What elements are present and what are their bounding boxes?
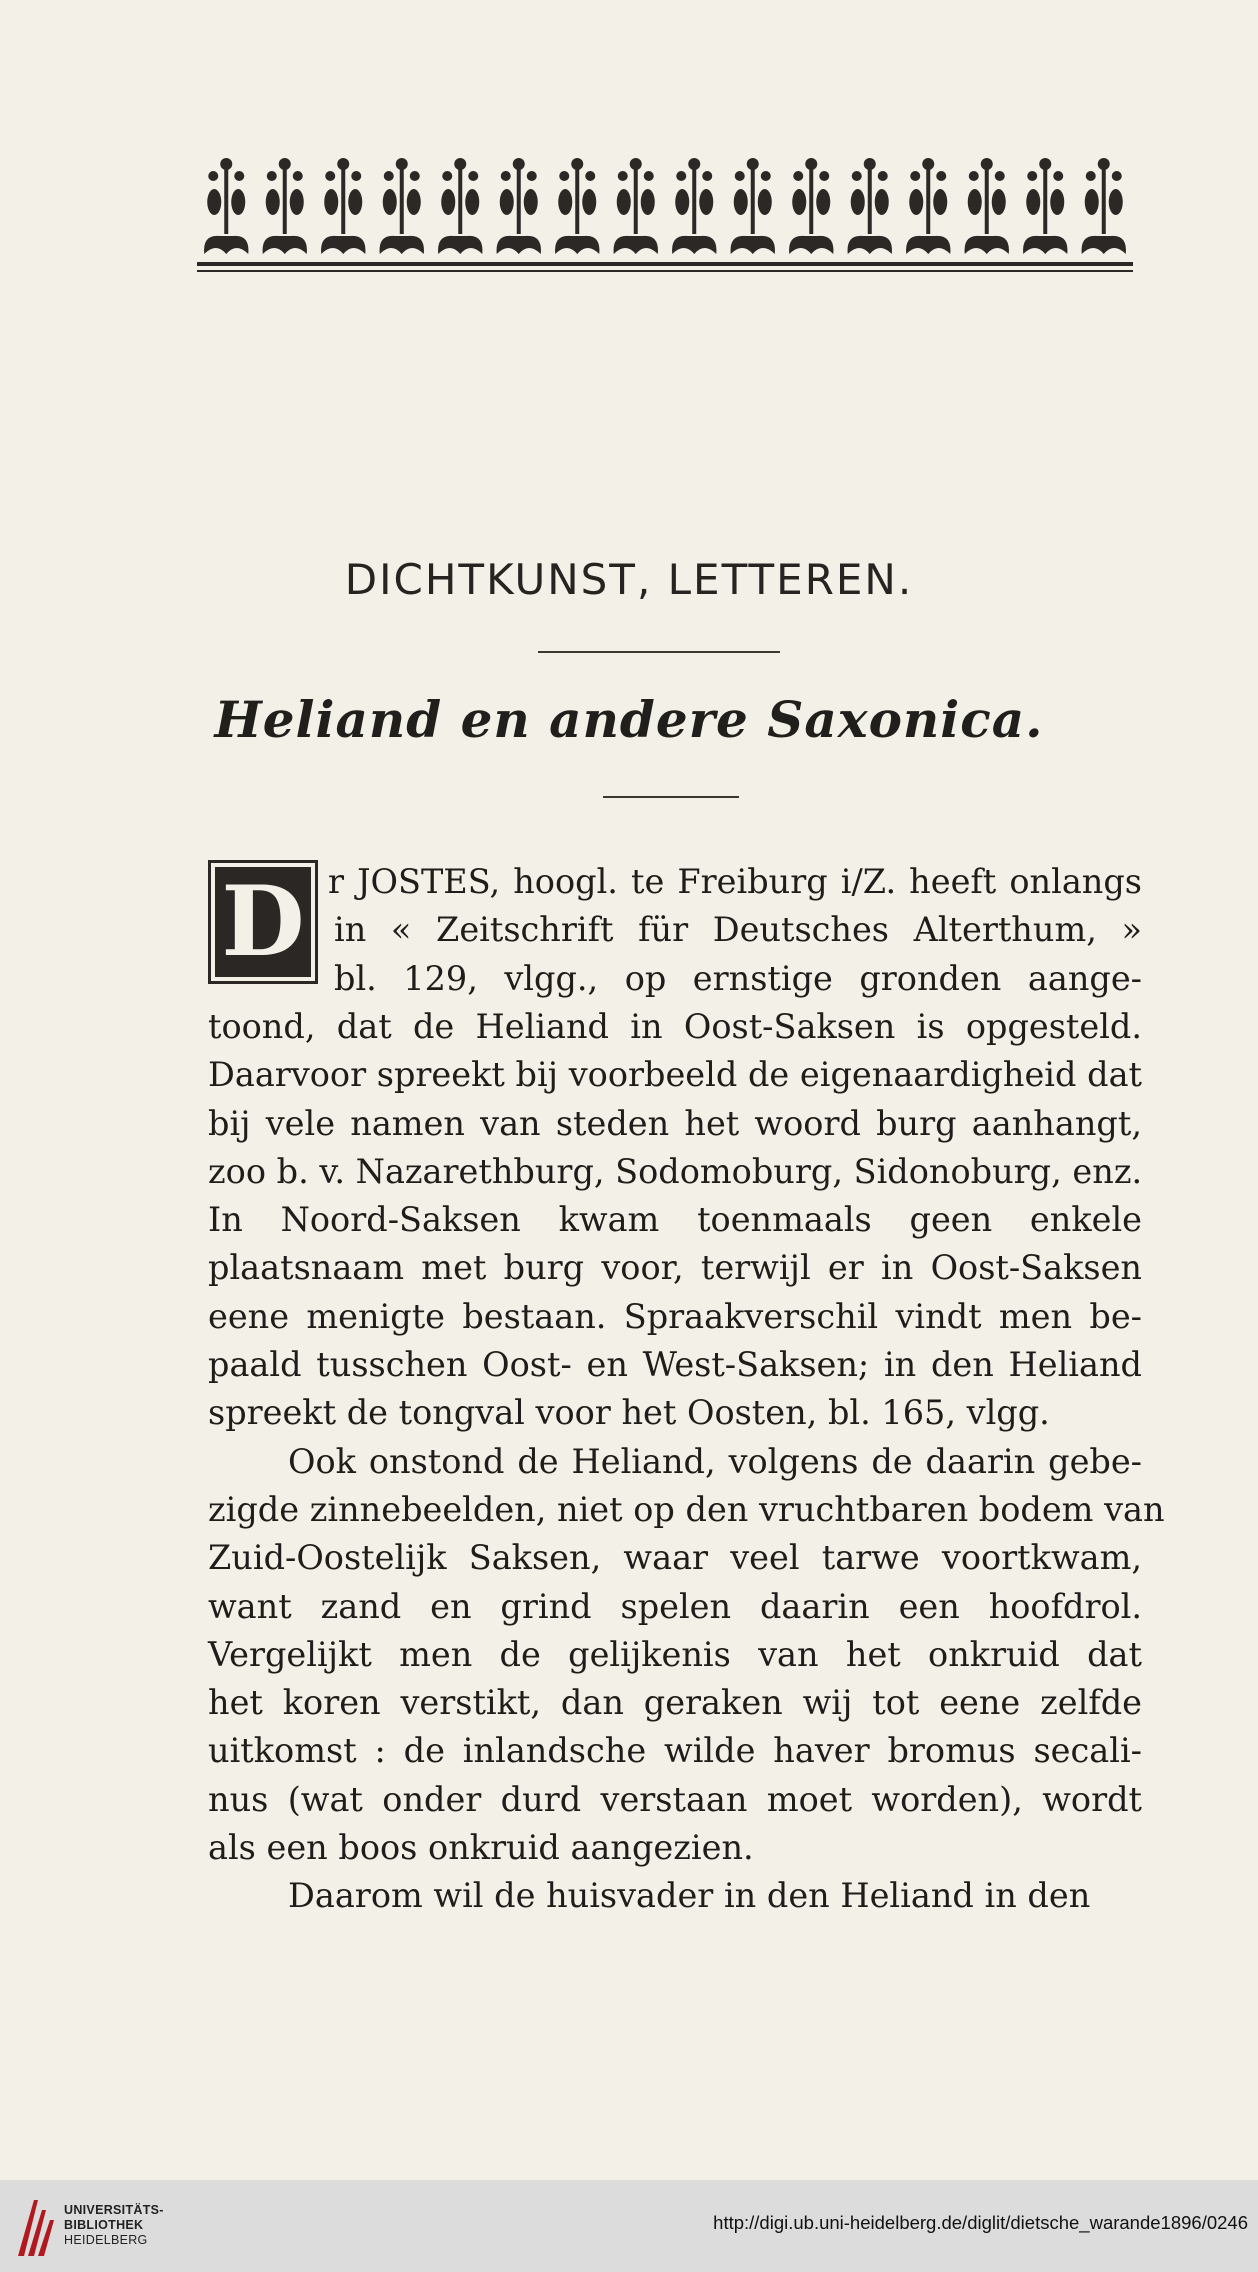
text-line: paald tusschen Oost- en West-Saksen; in den Heliand: [208, 1345, 1142, 1384]
text-line: het koren verstikt, dan geraken wij tot eene zelfde: [208, 1683, 1142, 1723]
text-line: zoo b. v. Nazarethburg, Sodomoburg, Sidonoburg, enz.: [208, 1151, 1143, 1191]
text-line: uitkomst : de inlandsche wilde haver bromus secali-: [208, 1731, 1142, 1771]
text-line: Daarvoor spreekt bij voorbeeld de eigenaardigheid dat: [208, 1055, 1142, 1095]
text-line: spreekt de tongval voor het Oosten, bl. 165, vlgg.: [208, 1393, 1050, 1433]
library-name-line3: HEIDELBERG: [64, 2233, 148, 2247]
floral-ornament-band: [197, 150, 1133, 275]
section-heading: DICHTKUNST, LETTEREN.: [344, 555, 914, 604]
text-line: bl. 129, vlgg., op ernstige gronden aange-: [334, 958, 1142, 998]
text-line: plaatsnaam met burg voor, terwijl er in Oost-Saksen: [208, 1248, 1142, 1288]
text-line: nus (wat onder durd verstaan moet worden), wordt: [208, 1779, 1142, 1819]
text-line: r JOSTES, hoogl. te Freiburg i/Z. heeft onlangs: [328, 862, 1142, 901]
text-line: toond, dat de Heliand in Oost-Saksen is opgesteld.: [208, 1006, 1142, 1046]
decorated-initial: D: [208, 860, 318, 984]
text-line: zigde zinnebeelden, niet op den vruchtbaren bodem van: [208, 1489, 1165, 1529]
source-url[interactable]: http://digi.ub.uni-heidelberg.de/diglit/dietsche_warande1896/0246: [713, 2212, 1248, 2233]
text-line: Zuid-Oostelijk Saksen, waar veel tarwe voortkwam,: [208, 1538, 1142, 1578]
library-name-line2: BIBLIOTHEK: [64, 2218, 144, 2232]
library-name: [64, 2203, 164, 2248]
text-line: als een boos onkruid aangezien.: [208, 1828, 754, 1867]
library-name-line1: UNIVERSITÄTS-: [64, 2203, 164, 2217]
text-line: eene menigte bestaan. Spraakverschil vindt men be-: [208, 1296, 1142, 1336]
text-line: In Noord-Saksen kwam toenmaals geen enkele: [208, 1200, 1142, 1240]
text-line: Ook onstond de Heliand, volgens de daarin gebe-: [288, 1441, 1142, 1481]
heading-rule: [538, 651, 780, 653]
article-title: Heliand en andere Saxonica.: [214, 690, 1044, 749]
text-line: want zand en grind spelen daarin een hoofdrol.: [208, 1586, 1142, 1626]
text-line: Daarom wil de huisvader in den Heliand in den: [288, 1876, 1091, 1916]
title-rule: [603, 796, 739, 798]
library-logo-icon: [14, 2196, 56, 2260]
text-line: Vergelijkt men de gelijkenis van het onkruid dat: [208, 1634, 1142, 1674]
text-line: bij vele namen van steden het woord burg aanhangt,: [208, 1103, 1142, 1143]
text-line: in « Zeitschrift für Deutsches Alterthum, »: [334, 910, 1142, 950]
